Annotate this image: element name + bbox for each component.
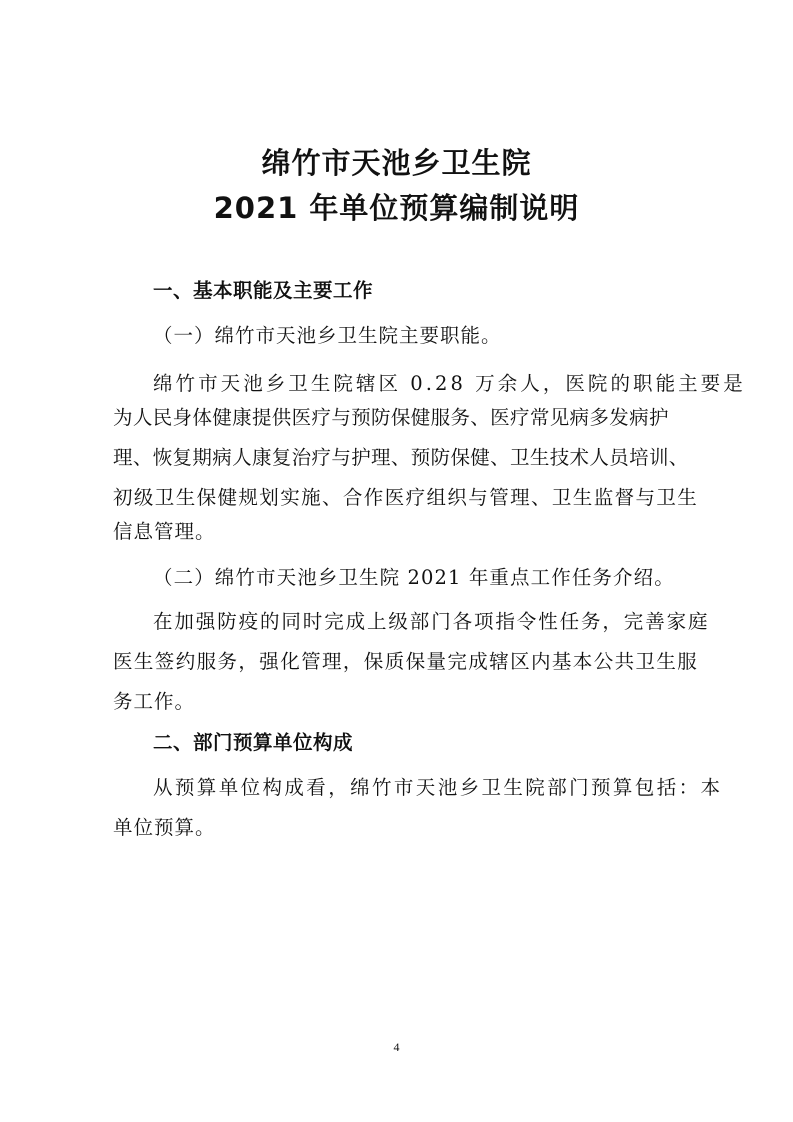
paragraph-line: 务工作。 (113, 690, 196, 713)
paragraph-line: 在加强防疫的同时完成上级部门各项指令性任务，完善家庭 (153, 610, 710, 633)
section2-heading: 二、部门预算单位构成 (153, 731, 354, 754)
section1-subheading-2: （二）绵竹市天池乡卫生院 2021 年重点工作任务介绍。 (153, 566, 675, 589)
paragraph-line: 信息管理。 (113, 520, 216, 543)
section1-heading: 一、基本职能及主要工作 (153, 279, 374, 302)
paragraph-line: 从预算单位构成看，绵竹市天池乡卫生院部门预算包括：本 (153, 776, 723, 799)
paragraph-line: 为人民身体健康提供医疗与预防保健服务、医疗常见病多发病护 (113, 406, 669, 429)
document-title-line2: 2021 年单位预算编制说明 (213, 191, 580, 225)
paragraph-line: 初级卫生保健规划实施、合作医疗组织与管理、卫生监督与卫生 (113, 486, 699, 509)
paragraph-line: 单位预算。 (113, 816, 216, 839)
page-number: 4 (393, 1040, 400, 1054)
paragraph-line: 医生签约服务，强化管理，保质保量完成辖区内基本公共卫生服 (113, 650, 699, 673)
paragraph-line: 绵竹市天池乡卫生院辖区 0.28 万余人，医院的职能主要是 (153, 372, 746, 395)
section1-subheading-1: （一）绵竹市天池乡卫生院主要职能。 (153, 324, 502, 347)
paragraph-line: 理、恢复期病人康复治疗与护理、预防保健、卫生技术人员培训、 (113, 446, 689, 469)
document-title-line1: 绵竹市天池乡卫生院 (261, 146, 532, 180)
